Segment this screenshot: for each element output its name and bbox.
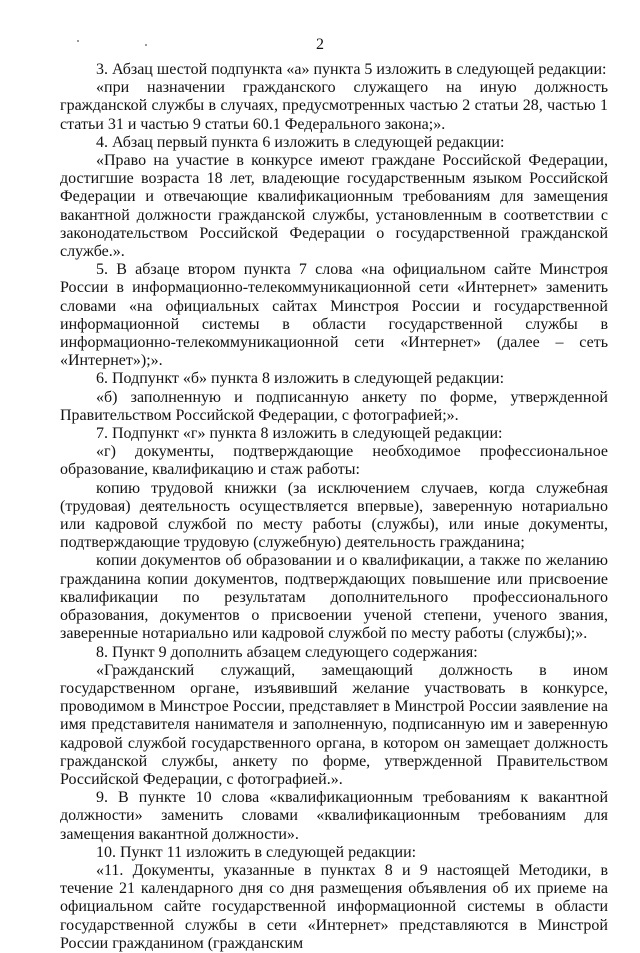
- paragraph: 8. Пункт 9 дополнить абзацем следующего содержания:: [96, 643, 478, 661]
- page-number: 2: [316, 36, 324, 53]
- paragraph: 7. Подпункт «г» пункта 8 изложить в следующей редакции:: [96, 425, 503, 443]
- paragraph: 4. Абзац первый пункта 6 изложить в следующей редакции:: [96, 133, 505, 151]
- paragraph: «б) заполненную и подписанную анкету по форме, утвержденной Правительством Российской Федерации, с фотографией;».: [60, 388, 608, 424]
- paragraph: 3. Абзац шестой подпункта «а» пункта 5 изложить в следующей редакции:: [96, 61, 607, 78]
- paragraph: 5. В абзаце втором пункта 7 слова «на официальном сайте Минстроя России в информационно-телекоммуникационной сети «Интернет» заменить словами «на официальных сайтах Минстроя России и государственной информационной системы в области государственной службы в информационно-телекоммуникационной сети «Интернет» (далее – сеть «Интернет»);».: [60, 261, 608, 370]
- document-body: [60, 61, 608, 953]
- paragraph: копию трудовой книжки (за исключением случаев, когда служебная (трудовая) деятельность осуществляется впервые), заверенную нотариально или кадровой службой по месту работы (службы), или иные документы, подтверждающие трудовую (служебную) деятельность гражданина;: [60, 479, 608, 552]
- paragraph: 10. Пункт 11 изложить в следующей редакции:: [96, 843, 417, 861]
- paragraph: «11. Документы, указанные в пунктах 8 и 9 настоящей Методики, в течение 21 календарного дня со дня размещения объявления об их приеме на официальном сайте государственной информационной системы в области государственной службы в сети «Интернет» представляются в Минстрой России гражданином (гражданским: [60, 861, 608, 952]
- paragraph: 6. Подпункт «б» пункта 8 изложить в следующей редакции:: [96, 370, 505, 388]
- paragraph: «Гражданский служащий, замещающий должность в ином государственном органе, изъявивший желание участвовать в конкурсе, проводимом в Минстрое России, представляет в Минстрой России заявление на имя представителя нанимателя и заполненную, подписанную им и заверенную кадровой службой государственного органа, в котором он замещает должность гражданской службы, анкету по форме, утвержденной Правительством Российской Федерации, с фотографией.».: [60, 661, 608, 788]
- paragraph: копии документов об образовании и о квалификации, а также по желанию гражданина копии документов, подтверждающих повышение или присвоение квалификации по результатам дополнительного профессионального образования, документов о присвоении ученой степени, ученого звания, заверенные нотариально или кадровой службой по месту работы (службы);».: [60, 552, 608, 643]
- paragraph: «г) документы, подтверждающие необходимое профессиональное образование, квалификацию и стаж работы:: [60, 443, 608, 479]
- paragraph: «Право на участие в конкурсе имеют граждане Российской Федерации, достигшие возраста 18 лет, владеющие государственным языком Российской Федерации и отвечающие квалификационным требованиям для замещения вакантной должности гражданской службы, установленным в соответствии с законодательством Российской Федерации о государственной гражданской службе.».: [60, 152, 608, 261]
- paragraph: «при назначении гражданского служащего на иную должность гражданской службы в случаях, предусмотренных частью 2 статьи 28, частью 1 статьи 31 и частью 9 статьи 60.1 Федерального закона;».: [60, 79, 608, 133]
- paragraph: 9. В пункте 10 слова «квалификационным требованиям к вакантной должности» заменить словами «квалификационным требованиям для замещения вакантной должности».: [60, 789, 608, 843]
